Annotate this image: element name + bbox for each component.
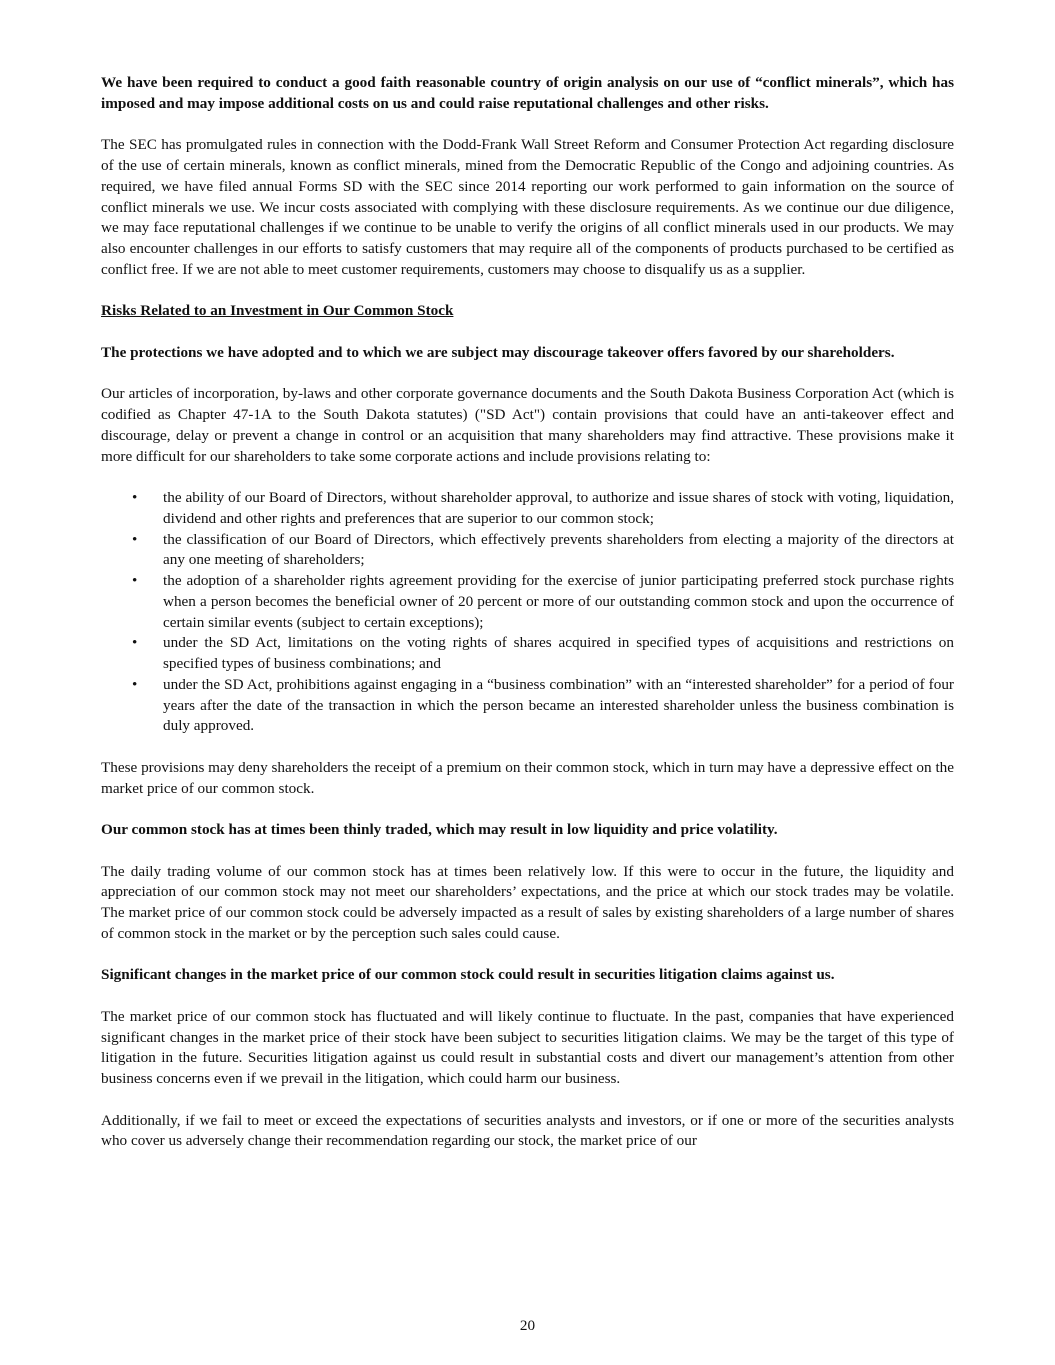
spacer	[101, 467, 954, 488]
list-item	[101, 633, 954, 675]
bullet-icon: •	[132, 675, 138, 693]
liquidity-heading: Our common stock has at times been thinly traded, which may result in low liquidity and price volatility.	[101, 821, 778, 838]
spacer	[101, 322, 954, 343]
litigation-paragraph: The market price of our common stock has fluctuated and will likely continue to fluctuate. In the past, companies that have experienced significant changes in the market price of their stock have been subject to securities litigation claims. We may be the target of this type of litigation in the future. Securities litigation against us could result in substantial costs and divert our management’s attention from other business concerns even if we prevail in the litigation, which could harm our business.	[101, 1007, 954, 1087]
takeover-intro-paragraph: Our articles of incorporation, by-laws and other corporate governance documents and the South Dakota Business Corporation Act (which is codified as Chapter 47-1A to the South Dakota statutes) ("SD Act") contain provisions that could have an anti-takeover effect and discourage, delay or prevent a change in control or an acquisition that many shareholders may find attractive. These provisions make it more difficult for our shareholders to take some corporate actions and include provisions relating to:	[101, 385, 954, 465]
spacer	[101, 737, 954, 758]
takeover-heading: The protections we have adopted and to which we are subject may discourage takeover offers favored by our shareholders.	[101, 343, 895, 361]
subsection-title: Risks Related to an Investment in Our Common Stock	[101, 302, 454, 320]
takeover-provisions-list	[101, 488, 954, 737]
takeover-conclusion-paragraph: These provisions may deny shareholders the receipt of a premium on their common stock, which in turn may have a depressive effect on the market price of our common stock.	[101, 758, 954, 797]
conflict-minerals-heading: We have been required to conduct a good faith reasonable country of origin analysis on our use of “conflict minerals”, which has imposed and may impose additional costs on us and could raise reputational challenges and other risks.	[101, 74, 954, 112]
spacer	[101, 281, 954, 302]
analysts-paragraph: Additionally, if we fail to meet or exceed the expectations of securities analysts and investors, or if one or more of the securities analysts who cover us adversely change their recommendation regarding our stock, the market price of our	[101, 1111, 954, 1150]
spacer	[101, 945, 954, 966]
bullet-icon: •	[132, 530, 138, 548]
list-item	[101, 488, 954, 530]
page-number: 20	[519, 1317, 536, 1334]
spacer	[101, 115, 954, 136]
bullet-icon: •	[132, 489, 138, 506]
spacer	[101, 986, 954, 1007]
list-item	[101, 675, 954, 737]
list-item-text: under the SD Act, prohibitions against engaging in a “business combination” with an “interested shareholder” for a period of four years after the date of the transaction in which the person became an interested shareholder unless the business combination is duly approved.	[163, 675, 954, 735]
list-item-text: the adoption of a shareholder rights agreement providing for the exercise of junior participating preferred stock purchase rights when a person becomes the beneficial owner of 20 percent or more of our outstanding common stock and upon the occurrence of certain similar events (subject to certain exceptions);	[163, 572, 954, 631]
list-item	[101, 571, 954, 633]
spacer	[101, 841, 954, 862]
document-page	[101, 73, 954, 1152]
list-item-text: under the SD Act, limitations on the voting rights of shares acquired in specified types of acquisitions and restrictions on specified types of business combinations; and	[163, 634, 954, 672]
spacer	[101, 1090, 954, 1111]
liquidity-paragraph: The daily trading volume of our common stock has at times been relatively low. If this were to occur in the future, the liquidity and appreciation of our common stock may not meet our shareholders’ expectations, and the price at which our stock trades may be volatile. The market price of our common stock could be adversely impacted as a result of sales by existing shareholders of a large number of shares of common stock in the market or by the perception such sales could cause.	[101, 862, 954, 942]
conflict-minerals-paragraph: The SEC has promulgated rules in connection with the Dodd-Frank Wall Street Reform and Consumer Protection Act regarding disclosure of the use of certain minerals, known as conflict minerals, mined from the Democratic Republic of the Congo and adjoining countries. As required, we have filed annual Forms SD with the SEC since 2014 reporting our work performed to gain information on the source of conflict minerals we use. We incur costs associated with complying with these disclosure requirements. As we continue our due diligence, we may face reputational challenges if we continue to be unable to verify the origins of all conflict minerals used in our products. We may also encounter challenges in our efforts to satisfy customers that may require all of the components of products purchased to be certified as conflict free. If we are not able to meet customer requirements, customers may choose to disqualify us as a supplier.	[101, 136, 954, 278]
list-item	[101, 530, 954, 572]
spacer	[101, 799, 954, 820]
litigation-heading: Significant changes in the market price of our common stock could result in securities litigation claims against us.	[101, 966, 835, 984]
list-item-text: the ability of our Board of Directors, without shareholder approval, to authorize and issue shares of stock with voting, liquidation, dividend and other rights and preferences that are superior to our common stock;	[163, 489, 954, 527]
bullet-icon: •	[132, 572, 138, 589]
spacer	[101, 364, 954, 385]
list-item-text: the classification of our Board of Directors, which effectively prevents shareholders from electing a majority of the directors at any one meeting of shareholders;	[163, 530, 954, 569]
bullet-icon: •	[132, 634, 138, 652]
